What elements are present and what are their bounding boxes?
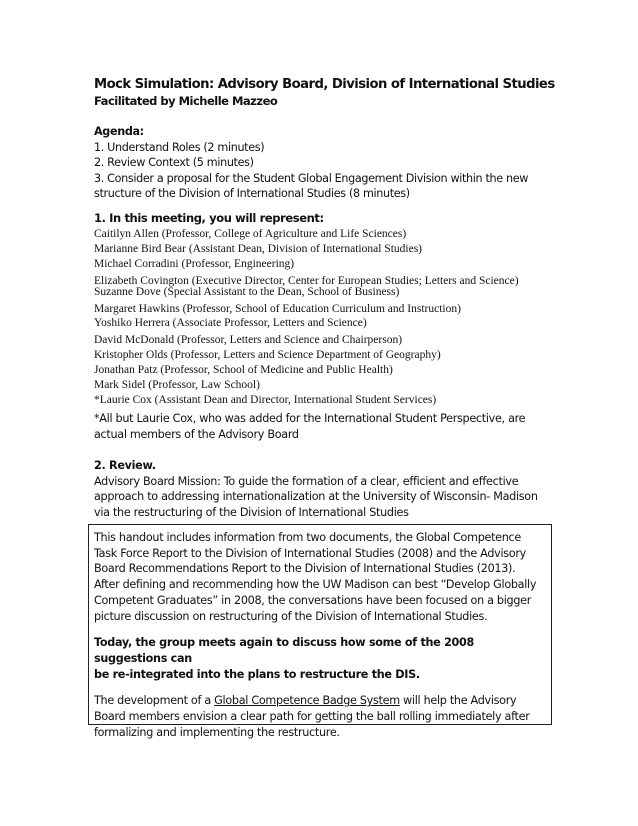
list-item: Elizabeth Covington (Executive Director, Center for European Studies; Letters and Science) bbox=[94, 274, 519, 287]
list-item: Kristopher Olds (Professor, Letters and Science Department of Geography) bbox=[94, 349, 441, 362]
info-line: Task Force Report to the Division of International Studies (2008) and the Advisory bbox=[94, 546, 526, 560]
agenda-item: 1. Understand Roles (2 minutes) bbox=[94, 140, 265, 154]
list-item: Mark Sidel (Professor, Law School) bbox=[94, 379, 260, 392]
mission-line: via the restructuring of the Division of International Studies bbox=[94, 505, 409, 519]
badge-line: formalizing and implementing the restructure. bbox=[94, 725, 340, 739]
facilitator-line: Facilitated by Michelle Mazzeo bbox=[94, 94, 278, 108]
badge-line: Board members envision a clear path for getting the ball rolling immediately after bbox=[94, 710, 530, 724]
list-item: *Laurie Cox (Assistant Dean and Director, International Student Services) bbox=[94, 393, 437, 406]
info-line: This handout includes information from two documents, the Global Competence bbox=[94, 531, 521, 544]
goal-line: be re-integrated into the plans to restructure the DIS. bbox=[94, 667, 420, 681]
list-item: Michael Corradini (Professor, Engineering) bbox=[94, 257, 295, 270]
agenda-item: 2. Review Context (5 minutes) bbox=[94, 156, 254, 169]
list-item: Yoshiko Herrera (Associate Professor, Letters and Science) bbox=[94, 317, 367, 330]
agenda-section bbox=[94, 124, 564, 202]
members-note bbox=[94, 411, 564, 442]
info-line: picture discussion on restructuring of the Division of International Studies. bbox=[94, 609, 488, 623]
list-item: Suzanne Dove (Special Assistant to the Dean, School of Business) bbox=[94, 285, 400, 298]
badge-suffix: will help the Advisory bbox=[399, 694, 517, 708]
goal-line: Today, the group meets again to discuss how some of the 2008 suggestions can bbox=[94, 636, 475, 665]
info-line: Board Recommendations Report to the Division of International Studies (2013). bbox=[94, 562, 516, 576]
note-line: actual members of the Advisory Board bbox=[94, 427, 299, 441]
agenda-item: structure of the Division of International Studies (8 minutes) bbox=[94, 187, 410, 200]
mission-line: Advisory Board Mission: To guide the formation of a clear, efficient and effective bbox=[94, 474, 519, 488]
badge-paragraph bbox=[94, 693, 550, 740]
section2-heading: 2. Review. bbox=[94, 459, 156, 472]
section1-heading: 1. In this meeting, you will represent: bbox=[94, 211, 324, 225]
note-line: *All but Laurie Cox, who was added for the International Student Perspective, are bbox=[94, 412, 526, 425]
list-item: Jonathan Patz (Professor, School of Medicine and Public Health) bbox=[94, 364, 393, 377]
section2 bbox=[94, 458, 564, 520]
agenda-heading: Agenda: bbox=[94, 125, 144, 138]
badge-line bbox=[94, 693, 550, 709]
mission-line: approach to addressing internationalization at the University of Wisconsin- Madison bbox=[94, 490, 538, 503]
info-paragraph bbox=[94, 530, 550, 624]
info-box bbox=[88, 524, 552, 739]
document-title: Mock Simulation: Advisory Board, Division of International Studies bbox=[94, 77, 555, 92]
agenda-item: 3. Consider a proposal for the Student Global Engagement Division within the new bbox=[94, 171, 529, 185]
meeting-goal-paragraph bbox=[94, 635, 550, 682]
info-line: After defining and recommending how the UW Madison can best “Develop Globally bbox=[94, 578, 537, 592]
badge-system-link[interactable]: Global Competence Badge System bbox=[214, 694, 400, 708]
representatives-list bbox=[94, 227, 574, 408]
list-item: Marianne Bird Bear (Assistant Dean, Division of International Studies) bbox=[94, 242, 422, 255]
info-line: Competent Graduates” in 2008, the conversations have been focused on a bigger bbox=[94, 593, 532, 607]
badge-prefix: The development of a bbox=[94, 694, 215, 708]
list-item: Caitilyn Allen (Professor, College of Agriculture and Life Sciences) bbox=[94, 228, 407, 240]
list-item: Margaret Hawkins (Professor, School of Education Curriculum and Instruction) bbox=[94, 302, 461, 315]
list-item: David McDonald (Professor, Letters and Science and Chairperson) bbox=[94, 334, 403, 347]
